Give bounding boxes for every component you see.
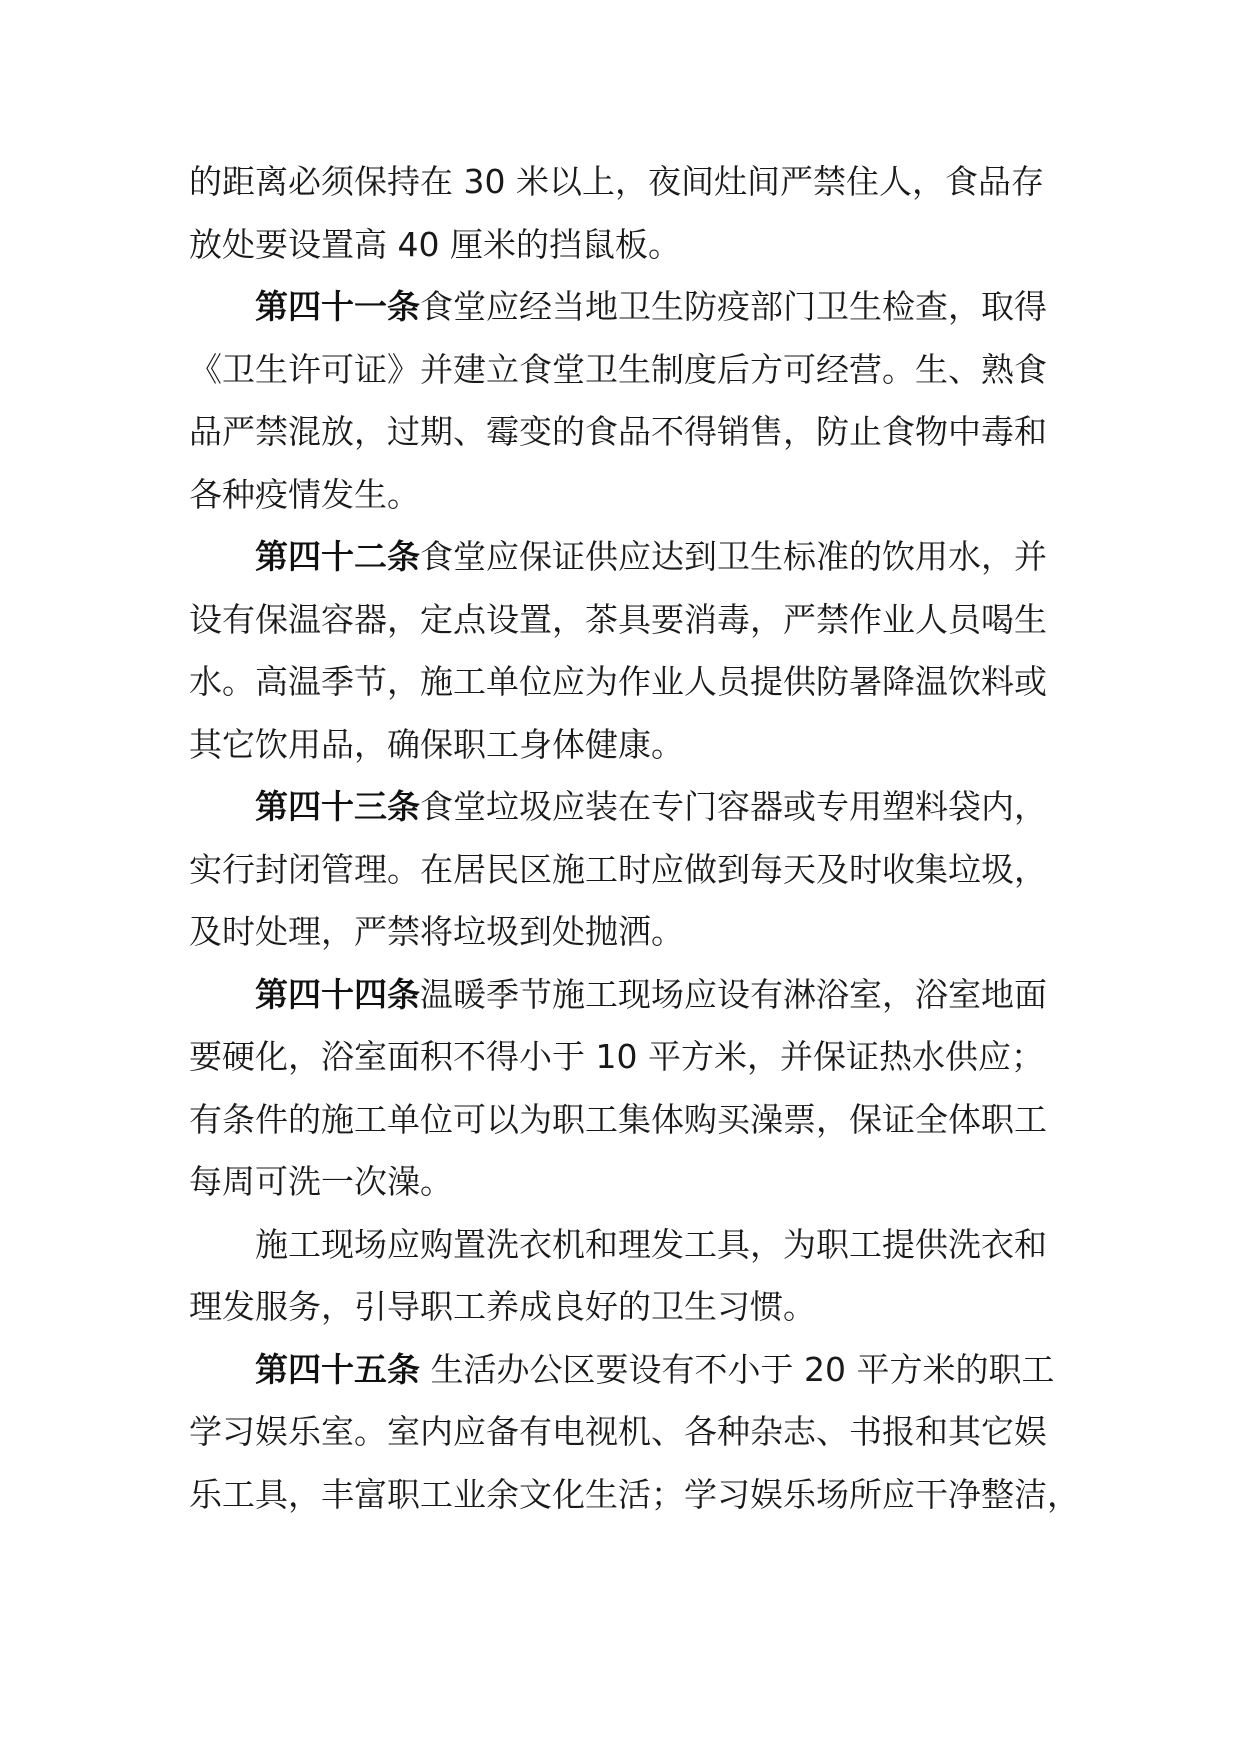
article-label: 第四十三条	[255, 787, 420, 826]
paragraph-line: 水。高温季节，施工单位应为作业人员提供防暑降温饮料或	[189, 662, 1047, 701]
paragraph-text: 食堂应经当地卫生防疫部门卫生检查，取得	[420, 287, 1047, 326]
paragraph-line: 实行封闭管理。在居民区施工时应做到每天及时收集垃圾，	[189, 849, 1047, 889]
paragraph-line: 学习娱乐室。室内应备有电视机、各种杂志、书报和其它娱	[189, 1412, 1047, 1451]
paragraph-line: 理发服务，引导职工养成良好的卫生习惯。	[189, 1287, 816, 1326]
paragraph-line: 要硬化，浴室面积不得小于 10 平方米，并保证热水供应；	[189, 1037, 1044, 1076]
paragraph-continuation	[189, 151, 1059, 276]
paragraph-text: 温暖季节施工现场应设有淋浴室，浴室地面	[420, 974, 1047, 1014]
paragraph-line: 乐工具，丰富职工业余文化生活；学习娱乐场所应干净整洁，	[189, 1474, 1080, 1514]
paragraph-first-line	[189, 1339, 1059, 1402]
article-label: 第四十二条	[255, 537, 420, 576]
paragraph-line: 每周可洗一次澡。	[189, 1162, 453, 1201]
paragraph-line: 其它饮用品，确保职工身体健康。	[189, 724, 684, 764]
article-43	[189, 776, 1059, 964]
article-41	[189, 276, 1059, 526]
paragraph-first-line	[189, 964, 1059, 1027]
paragraph-line: 设有保温容器，定点设置，茶具要消毒，严禁作业人员喝生	[189, 599, 1047, 639]
paragraph-line: 及时处理，严禁将垃圾到处抛洒。	[189, 912, 684, 951]
article-42	[189, 526, 1059, 776]
paragraph-line: 各种疫情发生。	[189, 474, 420, 514]
paragraph-line: 放处要设置高 40 厘米的挡鼠板。	[189, 224, 681, 264]
paragraph-text: 生活办公区要设有不小于 20 平方米的职工	[420, 1349, 1055, 1389]
paragraph-line: 的距离必须保持在 30 米以上，夜间灶间严禁住人，食品存	[189, 162, 1044, 201]
article-label: 第四十四条	[255, 974, 420, 1014]
paragraph-first-line	[189, 776, 1059, 839]
paragraph-first-line	[189, 526, 1059, 589]
paragraph-text: 食堂垃圾应装在专门容器或专用塑料袋内，	[420, 787, 1047, 826]
paragraph-first-line: 施工现场应购置洗衣机和理发工具，为职工提供洗衣和	[255, 1224, 1047, 1264]
article-45	[189, 1339, 1080, 1527]
article-44	[189, 964, 1059, 1214]
paragraph-line: 《卫生许可证》并建立食堂卫生制度后方可经营。生、熟食	[189, 349, 1047, 389]
article-44-paragraph-2	[189, 1214, 1059, 1339]
paragraph-first-line	[189, 276, 1059, 339]
document-body	[189, 151, 1080, 1526]
article-label: 第四十一条	[255, 287, 420, 326]
paragraph-line: 有条件的施工单位可以为职工集体购买澡票，保证全体职工	[189, 1099, 1047, 1139]
article-label: 第四十五条	[255, 1349, 420, 1389]
paragraph-text: 食堂应保证供应达到卫生标准的饮用水，并	[420, 537, 1047, 576]
paragraph-line: 品严禁混放，过期、霉变的食品不得销售，防止食物中毒和	[189, 412, 1047, 451]
